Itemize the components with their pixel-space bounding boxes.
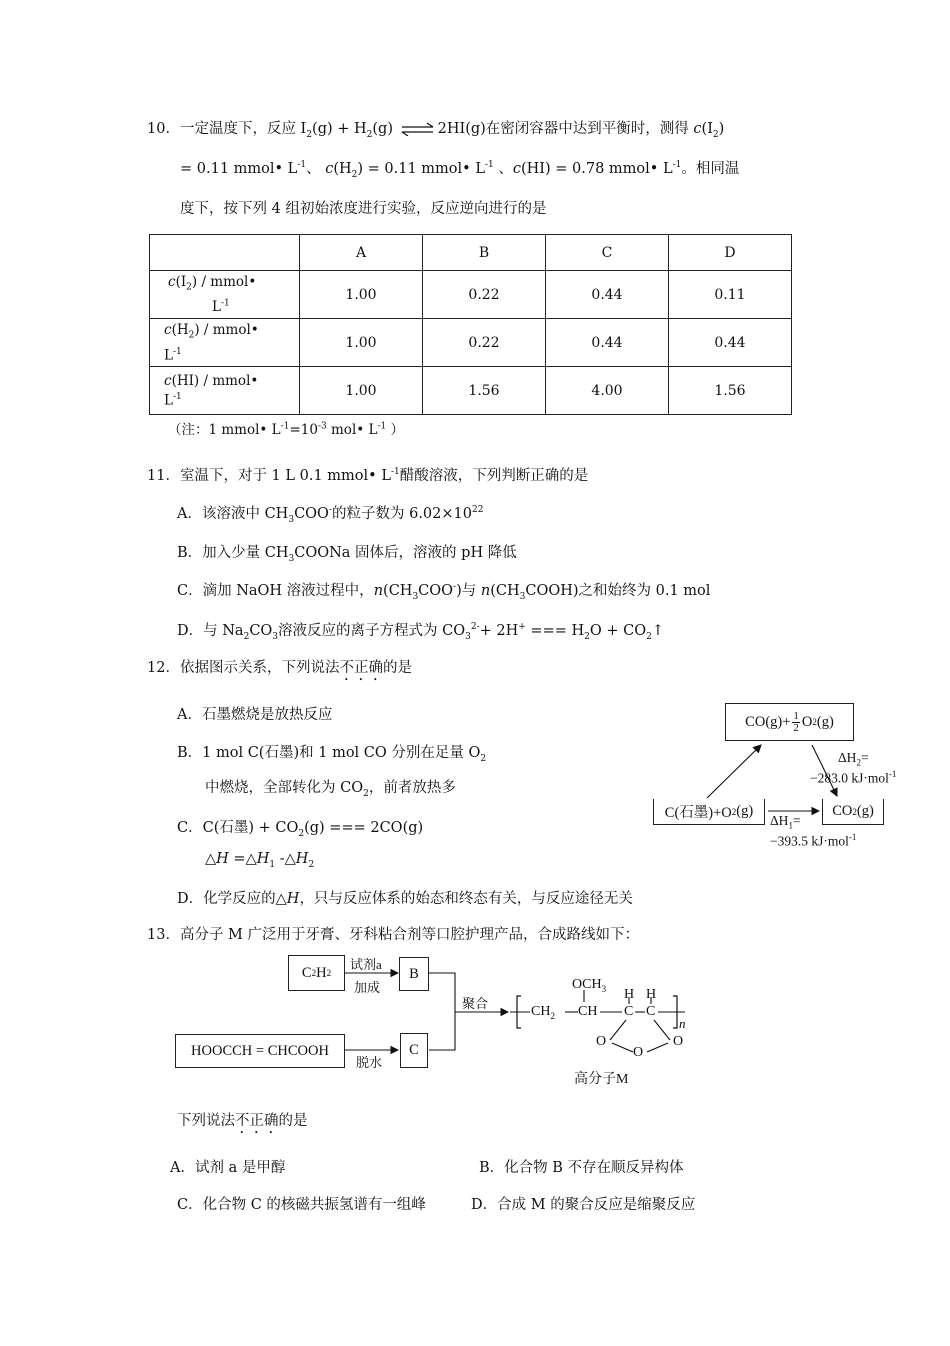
table-row <box>150 271 792 319</box>
c2h2-box: C 2 H 2 <box>288 955 345 991</box>
q10-line2: = 0.11 mmol• $L^{-1}$、 $c(H_2) = 0.11$ mmol• $L^{-1}$ 、c(HI) = 0.78 mmol• $L^{-1}$。相同温 <box>180 160 740 180</box>
q11-stem: 11．室温下，对于 1 L 0.1 mmol• $L^{-1}$醋酸溶液，下列判断正确的是 <box>147 467 589 484</box>
table-cell: 4.00 <box>546 367 669 415</box>
co2-box: CO 2 (g) <box>822 799 884 825</box>
row-label-h2: $c(H_2)$ / mmol• $L^{-1}$ <box>150 319 300 367</box>
q12-option-b-line2: 中燃烧，全部转化为 $CO_2$，前者放热多 <box>205 780 456 799</box>
table-row <box>150 367 792 415</box>
q11-option-d: D．与 $Na_2CO_3$溶液反应的离子方程式为 $CO_3^{2-}+ 2H^+$ === $H_2O$ + $CO_2↑$ <box>177 622 665 642</box>
ch-label: CH <box>578 1004 598 1019</box>
h1-label: H <box>624 987 635 1002</box>
q11-option-b: B．加入少量 $CH_3COONa$ 固体后，溶液的 pH 降低 <box>177 545 517 564</box>
c1-label: C <box>624 1004 634 1019</box>
o-mid-label: O <box>633 1045 644 1060</box>
q11-option-c: C．滴加 NaOH 溶液过程中，$n(CH_3COO^-)$与 $n(CH_3COOH)$之和始终为 0.1 mol <box>177 582 711 602</box>
gas-arrow-icon: ↑ <box>651 623 665 639</box>
q12-option-c-line2: △H $=\triangle H_1$ $-\triangle H_2$ <box>205 851 315 870</box>
table-cell: 1.00 <box>300 319 423 367</box>
q13-option-b: B．化合物 B 不存在顺反异构体 <box>479 1160 684 1176</box>
polymer-m-label: 高分子M <box>574 1072 629 1087</box>
c2-label: C <box>646 1004 656 1019</box>
concentration-table <box>149 234 792 415</box>
q13-stem: 13．高分子 M 广泛用于牙膏、牙科粘合剂等口腔护理产品，合成路线如下： <box>147 927 640 943</box>
h2-label: H <box>646 987 657 1002</box>
table-cell: 0.44 <box>669 319 792 367</box>
q10-note: （注：1 mmol• $L^{-1}=10^{-3}$ mol• $L^{-1}$ ） <box>168 421 405 438</box>
dh2-label: $\Delta H_2=$ <box>838 750 869 768</box>
table-cell: 0.22 <box>423 271 546 319</box>
q12-option-b-line1: B．1 mol C(石墨)和 1 mol CO 分别在足量 $O_2$ <box>177 745 487 764</box>
q13-option-c: C．化合物 C 的核磁共振氢谱有一组峰 <box>177 1197 426 1213</box>
ch2-label: $CH_2$ <box>531 1004 555 1021</box>
o-left-label: O <box>596 1034 607 1049</box>
q11-option-a: A．该溶液中 $CH_3COO^-$的粒子数为 $6.02\times 10^{22}$ <box>177 505 484 525</box>
c-box: C <box>400 1033 428 1068</box>
polymerize-label: 聚合 <box>462 996 489 1011</box>
table-header-cell: D <box>669 235 792 271</box>
reagent-a-label: 试剂a <box>350 957 382 972</box>
dh1-value: −393.5 kJ·mol$^{-1}$ <box>770 832 857 849</box>
table-header-cell: A <box>300 235 423 271</box>
table-cell: 0.44 <box>546 319 669 367</box>
q12-stem: 12．依据图示关系，下列说法不正确的是 <box>147 660 412 676</box>
table-cell: 1.00 <box>300 367 423 415</box>
n-subscript: n <box>679 1016 686 1031</box>
dehydrate-label: 脱水 <box>356 1055 383 1070</box>
table-cell: 1.56 <box>423 367 546 415</box>
table-cell: 0.22 <box>423 319 546 367</box>
row-label-i2: $c(I_2)$ / mmol• $L^{-1}$ <box>150 271 300 319</box>
arrow-graphite-to-co <box>707 745 761 798</box>
graphite-o2-box: C(石墨)+O 2 (g) <box>653 799 765 825</box>
table-header-cell: C <box>546 235 669 271</box>
co-half-o2-box: CO(g)+ $\frac{1}{2}$ O 2 (g) <box>725 703 854 741</box>
table-header-row <box>150 235 792 271</box>
b-box: B <box>399 957 429 991</box>
q12-option-a: A．石墨燃烧是放热反应 <box>177 707 333 723</box>
table-cell: 0.11 <box>669 271 792 319</box>
q12-option-d: D．化学反应的△H，只与反应体系的始态和终态有关，与反应途径无关 <box>177 891 633 907</box>
q10-line1: 10．一定温度下，反应 $I_2(g) + H_2(g)$ 2HI(g)在密闭容器中达到平衡时，测得 $c(I_2)$ <box>147 121 725 140</box>
table-cell: 0.44 <box>546 271 669 319</box>
q13-option-a: A．试剂 a 是甲醇 <box>170 1160 286 1176</box>
o-right-label: O <box>673 1034 684 1049</box>
table-header-cell: B <box>423 235 546 271</box>
equilibrium-arrow-icon <box>400 122 436 136</box>
row-label-hi: c(HI) / mmol• $L^{-1}$ <box>150 367 300 415</box>
table-header-cell <box>150 235 300 271</box>
q12-option-c-line1: C．C(石墨) + $CO_2(g)$ === 2CO(g) <box>177 820 424 839</box>
q13-option-d: D．合成 M 的聚合反应是缩聚反应 <box>471 1197 696 1213</box>
och3-label: $OCH_3$ <box>572 977 607 994</box>
q10-line3: 度下，按下列 4 组初始浓度进行实验，反应逆向进行的是 <box>180 201 547 217</box>
q13-prompt: 下列说法不正确的是 <box>177 1113 308 1129</box>
table-cell: 1.56 <box>669 367 792 415</box>
dh2-value: −283.0 kJ·mol$^{-1}$ <box>810 769 897 786</box>
dh1-label: $\Delta H_1=$ <box>770 813 801 831</box>
hooc-box: HOOCCH = CHCOOH <box>175 1034 345 1068</box>
addition-label: 加成 <box>354 980 381 995</box>
table-cell: 1.00 <box>300 271 423 319</box>
table-row <box>150 319 792 367</box>
